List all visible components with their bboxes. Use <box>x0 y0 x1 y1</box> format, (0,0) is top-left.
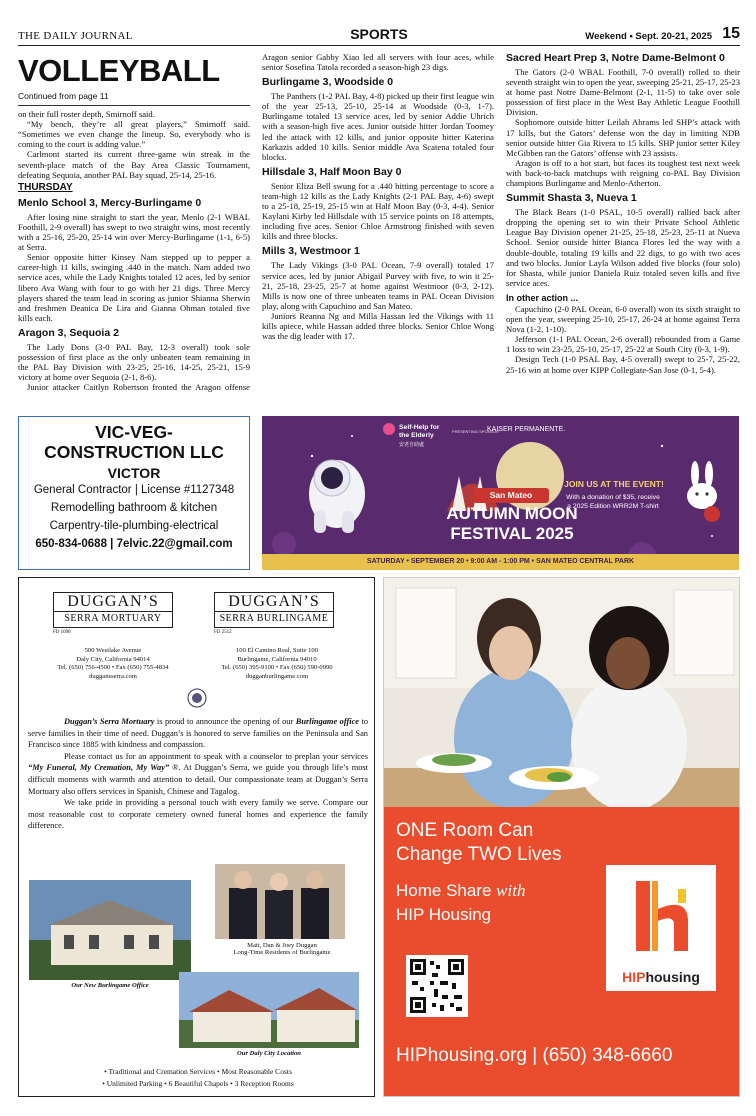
self-help-logo-icon <box>383 423 395 435</box>
logo-name: DUGGAN’S <box>67 593 159 610</box>
duggan-family-photo <box>215 864 345 939</box>
vicveg-license-line: General Contractor | License #1127348 <box>33 484 235 496</box>
section-heading: Summit Shasta 3, Nueva 1 <box>506 192 637 205</box>
article-paragraph: Senior opposite hitter Kinsey Nam stepped up to pepper a career-high 11 kills, swinging .440 in the match. Nam added two service aces, while the Lady Knights totaled 12 aces, led by senior libero Ava Wang with four to go with her 21 digs. Three Mercy players shared the team lead in scoring as junior Shianna Sherwin and freshmen Deanica De Lira and Gianna Ohman totaled five kills each. <box>18 252 250 323</box>
duggans-name-emphasis: Duggan’s Serra Mortuary <box>64 717 155 726</box>
home-share-photo <box>384 578 740 807</box>
article-paragraph: Junior attacker Caitlyn Robertson fronted the Aragon offense <box>27 382 250 393</box>
article-paragraph: The Gators (2-0 WBAL Foothill, 7-0 overall) rolled to their seventh straight win to open the year, sweeping 25-21, 25-17, 25-23 at home past Notre Dame-Belmont (2-1, 11-5) to take over sole possession of first place in the West Bay Athletic League Foothill Division. <box>506 67 740 118</box>
article-paragraph: Carlmont started its current three-game win streak in the seventh-place match of the Bay Area Classic Tournament, defeating Sequoia, another PAL Bay squad, 25-14, 25-16. <box>18 149 250 180</box>
kaiser-logo: KAISER PERMANENTE. <box>487 426 566 433</box>
logo-subname: SERRA MORTUARY <box>54 611 172 626</box>
page-header <box>18 26 740 46</box>
hip-housing-ad[interactable] <box>383 577 740 1097</box>
vicveg-contact-info: 650-834-0688 | 7elvic.22@gmail.com <box>35 538 233 550</box>
article-paragraph: The Lady Dons (3-0 PAL Bay, 12-3 overall) took sole possession of first place as the only unbeaten team remaining in the PAL Bay Division with 23-25, 25-16, 14-25, 25-21, 15-9 victory at home over Sequoia (2-1, 8-6). <box>18 341 250 383</box>
duggans-serra-logo <box>53 592 173 628</box>
daly-city-address: 500 Westlake Avenue Daly City, California 94014 Tel. (650) 756-4500 • Fax (650) 755-4834 duggansserra.com <box>57 647 169 680</box>
section-heading: Hillsdale 3, Half Moon Bay 0 <box>262 165 402 178</box>
body-text: ®. At Duggan’s Serra, we guide you through life’s most difficult moments with warmth and attention to detail. Our compassionate team at Duggan’s Serra Mortuary also offers services in Spanish, Chinese and Tagalog. <box>28 763 368 796</box>
hip-subheadline <box>396 879 525 927</box>
publication-name: THE DAILY JOURNAL <box>18 30 133 42</box>
subheadline-text: Home Share <box>396 881 497 900</box>
duggan-family-caption: Matt, Dan & Joey Duggan Long-Time Residents of Burlingame <box>233 942 331 956</box>
section-heading: Menlo School 3, Mercy-Burlingame 0 <box>18 196 202 209</box>
body-text: to serve families in their time of need. Duggan’s is honored to serve families on the Peninsula and San Francisco since 1885 with kindness and compassion. <box>28 717 369 750</box>
qr-code-icon[interactable] <box>406 955 468 1017</box>
article-paragraph: Jefferson (1-1 PAL Ocean, 2-6 overall) rebounded from a Game 1 loss to win 23-25, 25-10, 25-17, 25-22 at South City (0-3, 1-9). <box>506 334 740 355</box>
star-icon <box>351 435 353 437</box>
duggans-burlingame-logo <box>214 592 334 628</box>
body-text: Please contact us for an appointment to speak with a counselor to preplan your services <box>64 751 368 761</box>
slogan-emphasis: “My Funeral, My Cremation, My Way” <box>28 763 170 773</box>
article-column-3 <box>506 52 740 375</box>
hip-housing-logo <box>606 865 716 991</box>
article-column-1 <box>18 52 250 392</box>
hip-logo-text: HIP <box>622 969 646 985</box>
hip-logo-text: housing <box>645 969 700 985</box>
vicveg-contact-person: VICTOR <box>107 465 161 481</box>
article-paragraph: The Lady Vikings (3-0 PAL Ocean, 7-9 overall) totaled 17 service aces, led by junior Abigail Purvey with five, to win it 25-21, 25-18, 23-25, 25-7 at home against Westmoor (0-3, 2-12). Mills is now one of three unbeaten teams in PAL Ocean Division play, along with Capuchino and San Mateo. <box>262 260 494 311</box>
article-paragraph: on their full roster depth, Smirnoff said. <box>18 109 155 120</box>
vicveg-service-line: Carpentry-tile-plumbing-electrical <box>49 520 219 532</box>
moon-festival-ad[interactable] <box>262 416 739 570</box>
subheadline-text: HIP Housing <box>396 905 492 924</box>
astronaut-icon <box>309 460 365 533</box>
continued-note: Continued from page 11 <box>18 88 250 106</box>
subheadline-emphasis: with <box>496 881 526 900</box>
duggans-ad[interactable] <box>18 577 375 1097</box>
star-icon <box>311 455 313 457</box>
section-heading: Burlingame 3, Woodside 0 <box>262 76 394 89</box>
logo-subname: SERRA BURLINGAME <box>215 611 333 626</box>
article-paragraph: Senior Eliza Bell swung for a .440 hitting percentage to score a team-high 12 kills as the Lady Knights (2-1 PAL Bay, 4-6) swept to a 25-18, 25-19, 25-15 win at Half Moon Bay (0-3, 4-4). Senior Kaylani Kirby led Hillsdale with 15 service points on 18 attempts, including five aces. Senior Chloe Armstrong finished with seven kills and three blocks. <box>262 180 494 242</box>
hip-promo-panel <box>384 807 740 1097</box>
day-heading: THURSDAY <box>18 181 73 193</box>
logo-name: DUGGAN’S <box>228 593 320 610</box>
article-paragraph: “My bench, they’re all great players,” Smirnoff said. “Sometimes we even change the lineup. So, everybody who is coming to the court is adding value.” <box>18 119 250 150</box>
daly-city-location-photo <box>179 972 359 1048</box>
hip-contact[interactable]: HIPhousing.org | (650) 348-6660 <box>396 1045 673 1066</box>
vicveg-service-line: Remodelling bathroom & kitchen <box>50 502 218 514</box>
festival-date-strip: SATURDAY • SEPTEMBER 20 • 9:00 AM - 1:00 PM • SAN MATEO CENTRAL PARK <box>262 554 739 570</box>
article-paragraph: Sophomore outside hitter Leilah Abrams led SHP’s attack with 17 kills, but the Gators’ defense won the day in limiting NDB senior outside hitter Gia Rivera to 15 kills. SHP junior setter Kiley McGibben ran the Gators’ offense with 23 assists. <box>506 117 740 158</box>
presenting-sponsor-label: PRESENTING SPONSOR <box>452 429 500 434</box>
article-paragraph: Aragon is off to a hot start, but faces its toughest test next week with back-to-back matchups with reigning co-PAL Bay Division champions Burlingame and Menlo-Atherton. <box>506 157 740 189</box>
self-help-org-name: Self-Help for the Elderly <box>399 424 440 439</box>
star-icon <box>661 445 663 447</box>
rabbit-icon <box>687 461 720 522</box>
page-number: 15 <box>722 25 740 42</box>
festival-join-call: JOIN US AT THE EVENT! <box>564 479 664 489</box>
section-heading: Mills 3, Westmoor 1 <box>262 245 360 258</box>
daly-city-caption: Our Daly City Location <box>237 1050 301 1057</box>
article-paragraph: The Black Bears (1-0 PSAL, 10-5 overall) rallied back after dropping the opening set to win their Private School Athletic League Bay Division opener 21-25, 25-18, 25-23, 25-11 at Nueva School. Senior outside hitter Bianca Flores led the way with a double-double, totaling 19 kills and 22 digs, to go with two aces and two blocks. Junior Layla Wilson added five blocks (four solo) for Shasta, while junior Daniela Ruiz totaled seven kills and five service aces. <box>506 207 740 288</box>
body-text: is proud to announce the opening of our <box>154 717 296 726</box>
festival-donation-offer: With a donation of $35, receive a 2025 Edition WRR2M T-shirt <box>566 494 660 510</box>
hip-headline: ONE Room Can Change TWO Lives <box>396 820 562 865</box>
article-paragraph: Aragon senior Gabby Xiao led all servers with four aces, while senior Sosefina Tatola recorded a season-high 23 digs. <box>262 52 494 73</box>
duggans-body-text <box>28 716 368 832</box>
star-icon <box>711 535 713 537</box>
article-title: VOLLEYBALL <box>18 53 220 88</box>
services-list: • Traditional and Cremation Services • Most Reasonable Costs • Unlimited Parking • 6 Beautiful Chapels • 3 Reception Rooms <box>102 1067 294 1088</box>
section-heading: Sacred Heart Prep 3, Notre Dame-Belmont 0 <box>506 52 725 64</box>
festival-city: San Mateo <box>473 488 549 503</box>
section-heading: Aragon 3, Sequoia 2 <box>18 326 119 339</box>
article-paragraph: The Panthers (1-2 PAL Bay, 4-8) picked up their first league win of the year 25-13, 25-10, 25-14 at Woodside (0-3, 1-7). Burlingame totaled 13 service aces, led by senior Addie Uhrich with a season-high five aces. Junior outside hitter Jordan Toomey led the attack with 12 kills, and junior opposite hitter Katerina Karkazis added 10 kills. Senior middle Ava Scatena totaled four blocks. <box>262 91 494 162</box>
festival-title: AUTUMN MOON FESTIVAL 2025 <box>446 504 578 543</box>
vicveg-company-name: VIC-VEG- CONSTRUCTION LLC <box>44 422 224 462</box>
article-paragraph: Capuchino (2-0 PAL Ocean, 6-0 overall) won its sixth straight to open the year, sweeping 25-10, 25-17, 26-24 at home against Terra Nova (1-2, 1-10). <box>506 303 740 335</box>
burlingame-office-caption: Our New Burlingame Office <box>71 982 149 989</box>
office-emphasis: Burlingame office <box>295 717 360 726</box>
house-h-icon <box>606 869 716 969</box>
funeral-director-license: FD 2512 <box>214 630 232 635</box>
section-title: SPORTS <box>350 26 408 42</box>
funeral-director-license: FD 1098 <box>53 630 71 635</box>
body-text: We take pride in providing a personal touch with every family we serve. Compare our most reasonable cost to corporate cemetery owned funeral homes and experience the family difference. <box>28 798 368 831</box>
issue-date: Weekend • Sept. 20-21, 2025 <box>585 31 712 42</box>
vicveg-ad[interactable] <box>18 416 250 570</box>
self-help-chinese-name: 安老自助處 <box>399 442 425 448</box>
article-paragraph: Juniors Reanna Ng and Milla Hassan led the Vikings with 11 kills apiece, while Hassan added three blocks. Senior Chloe Wong was the dig leader with 17. <box>262 310 494 342</box>
article-paragraph: Design Tech (1-0 PSAL Bay, 4-5 overall) swept to 25-7, 25-22, 25-16 win at home over KIPP Collegiate-San Jose (0-1, 5-4). <box>506 354 740 375</box>
yarn-ball-icon <box>704 506 720 522</box>
article-paragraph: After losing nine straight to start the year, Menlo (2-1 WBAL Foothill, 2-9 overall) has swept to two straight wins, most recently with a 25-16, 25-20, 25-14 win over Mercy-Burlingame (1-1, 6-5) at Serra. <box>18 211 250 253</box>
seal-icon <box>187 688 207 708</box>
burlingame-address: 100 El Camino Real, Suite 100 Burlingame, California 94010 Tel. (650) 395-9100 • Fax (650) 590-0990 dugganburlingame.com <box>221 647 333 680</box>
article-column-2 <box>262 52 494 341</box>
other-action-heading: In other action ... <box>506 292 579 303</box>
burlingame-office-photo <box>29 880 191 980</box>
